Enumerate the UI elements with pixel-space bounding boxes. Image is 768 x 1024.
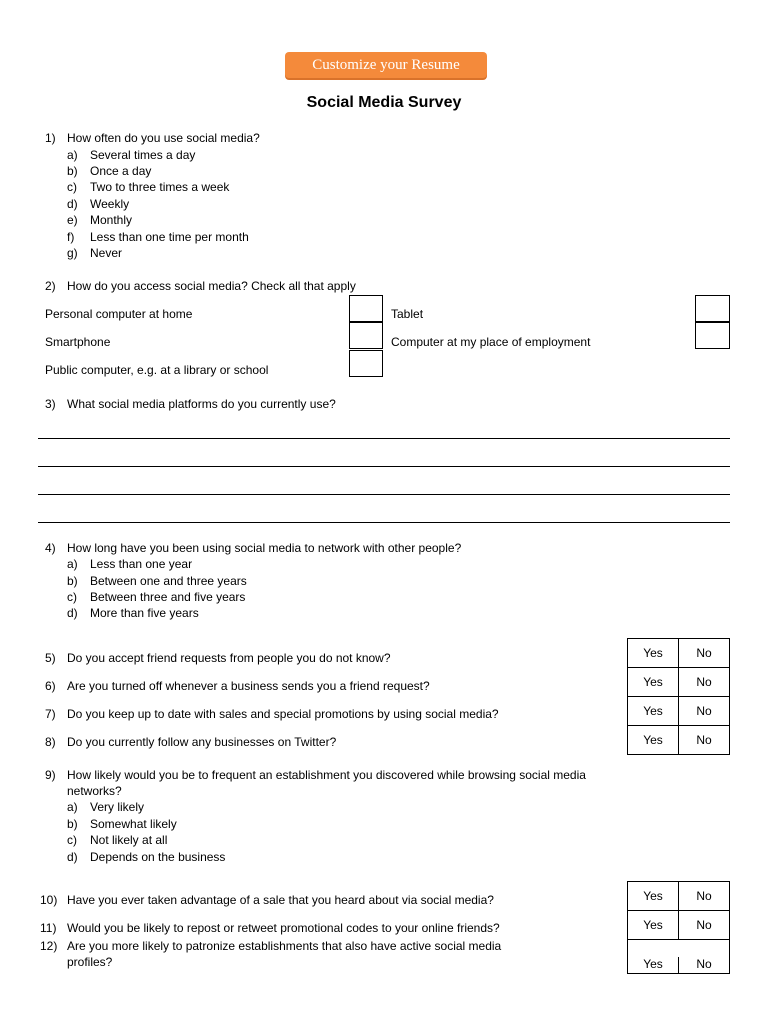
- option-label: Depends on the business: [90, 850, 226, 864]
- access-option-home-computer: Personal computer at home: [45, 307, 193, 321]
- yes-no-row-q7: [628, 696, 729, 725]
- q3-text: What social media platforms do you currently use?: [67, 397, 336, 411]
- option-label: Between three and five years: [90, 590, 246, 604]
- option-letter: c): [67, 833, 77, 847]
- option-letter: e): [67, 213, 78, 227]
- q12-text: Are you more likely to patronize establishments that also have active social media: [67, 939, 502, 953]
- q8-number: 8): [45, 735, 56, 749]
- yes-option[interactable]: Yes: [628, 882, 679, 910]
- q2-text: How do you access social media? Check all that apply: [67, 279, 356, 293]
- option-letter: d): [67, 606, 78, 620]
- q7-number: 7): [45, 707, 56, 721]
- option-label: Less than one year: [90, 557, 193, 571]
- yes-option[interactable]: Yes: [628, 911, 679, 939]
- option-label: Two to three times a week: [90, 180, 230, 194]
- access-option-work-computer: Computer at my place of employment: [391, 335, 591, 349]
- q5-text: Do you accept friend requests from people you do not know?: [67, 651, 391, 665]
- q6-number: 6): [45, 679, 56, 693]
- option-label: Several times a day: [90, 148, 196, 162]
- option-letter: a): [67, 800, 78, 814]
- option-label: Never: [90, 246, 123, 260]
- q10-number: 10): [40, 893, 58, 907]
- answer-line[interactable]: [38, 438, 730, 439]
- option-label: Between one and three years: [90, 574, 247, 588]
- q1-number: 1): [45, 131, 56, 145]
- q12-number: 12): [40, 939, 58, 953]
- checkbox-smartphone[interactable]: [349, 322, 383, 349]
- option-letter: b): [67, 164, 78, 178]
- no-option[interactable]: No: [696, 646, 712, 660]
- option-letter: d): [67, 850, 78, 864]
- option-letter: f): [67, 230, 75, 244]
- option-label: More than five years: [90, 606, 199, 620]
- checkbox-home-computer[interactable]: [349, 295, 383, 322]
- q11-number: 11): [40, 921, 57, 935]
- option-letter: a): [67, 557, 78, 571]
- access-option-tablet: Tablet: [391, 307, 424, 321]
- option-letter: b): [67, 574, 78, 588]
- no-option[interactable]: No: [696, 889, 712, 903]
- q11-text: Would you be likely to repost or retweet promotional codes to your online friends?: [67, 921, 500, 935]
- access-option-public-computer: Public computer, e.g. at a library or school: [45, 363, 269, 377]
- option-label: Weekly: [90, 197, 130, 211]
- yes-no-table: [627, 638, 730, 755]
- yes-option[interactable]: Yes: [628, 957, 679, 973]
- q12-text-continued: profiles?: [67, 955, 113, 969]
- yes-option[interactable]: Yes: [628, 697, 679, 725]
- checkbox-work-computer[interactable]: [695, 322, 730, 349]
- yes-no-row-q11: [628, 910, 729, 939]
- yes-no-table: [627, 881, 730, 974]
- no-option[interactable]: No: [696, 675, 712, 689]
- option-label: Once a day: [90, 164, 152, 178]
- option-letter: b): [67, 817, 78, 831]
- option-letter: c): [67, 590, 77, 604]
- q9-text-continued: networks?: [67, 784, 122, 798]
- option-label: Not likely at all: [90, 833, 168, 847]
- option-letter: a): [67, 148, 78, 162]
- no-option[interactable]: No: [696, 733, 712, 747]
- yes-no-row-q6: [628, 667, 729, 696]
- option-letter: g): [67, 246, 78, 260]
- q7-text: Do you keep up to date with sales and special promotions by using social media?: [67, 707, 499, 721]
- q5-number: 5): [45, 651, 56, 665]
- q3-number: 3): [45, 397, 56, 411]
- option-label: Monthly: [90, 213, 133, 227]
- q9-number: 9): [45, 768, 56, 782]
- answer-line[interactable]: [38, 494, 730, 495]
- customize-resume-button[interactable]: Customize your Resume: [285, 52, 487, 78]
- option-label: Less than one time per month: [90, 230, 249, 244]
- checkbox-public-computer[interactable]: [349, 350, 383, 377]
- yes-no-row-q12: [628, 939, 729, 973]
- yes-no-row-q5: [628, 639, 729, 667]
- yes-option[interactable]: Yes: [628, 639, 679, 667]
- q8-text: Do you currently follow any businesses on Twitter?: [67, 735, 337, 749]
- answer-line[interactable]: [38, 522, 730, 523]
- no-option[interactable]: No: [696, 704, 712, 718]
- option-label: Very likely: [90, 800, 145, 814]
- checkbox-tablet[interactable]: [695, 295, 730, 322]
- access-option-smartphone: Smartphone: [45, 335, 111, 349]
- yes-no-row-q10: [628, 882, 729, 910]
- q1-text: How often do you use social media?: [67, 131, 260, 145]
- no-option[interactable]: No: [696, 957, 712, 971]
- answer-line[interactable]: [38, 466, 730, 467]
- q4-number: 4): [45, 541, 56, 555]
- q4-text: How long have you been using social media to network with other people?: [67, 541, 462, 555]
- q9-text: How likely would you be to frequent an establishment you discovered while browsing social media: [67, 768, 586, 782]
- option-letter: d): [67, 197, 78, 211]
- yes-option[interactable]: Yes: [628, 726, 679, 754]
- yes-no-row-q8: [628, 725, 729, 754]
- yes-option[interactable]: Yes: [628, 668, 679, 696]
- q10-text: Have you ever taken advantage of a sale that you heard about via social media?: [67, 893, 494, 907]
- no-option[interactable]: No: [696, 918, 712, 932]
- q6-text: Are you turned off whenever a business sends you a friend request?: [67, 679, 430, 693]
- option-label: Somewhat likely: [90, 817, 177, 831]
- q2-number: 2): [45, 279, 56, 293]
- page-title: Social Media Survey: [306, 94, 462, 111]
- option-letter: c): [67, 180, 77, 194]
